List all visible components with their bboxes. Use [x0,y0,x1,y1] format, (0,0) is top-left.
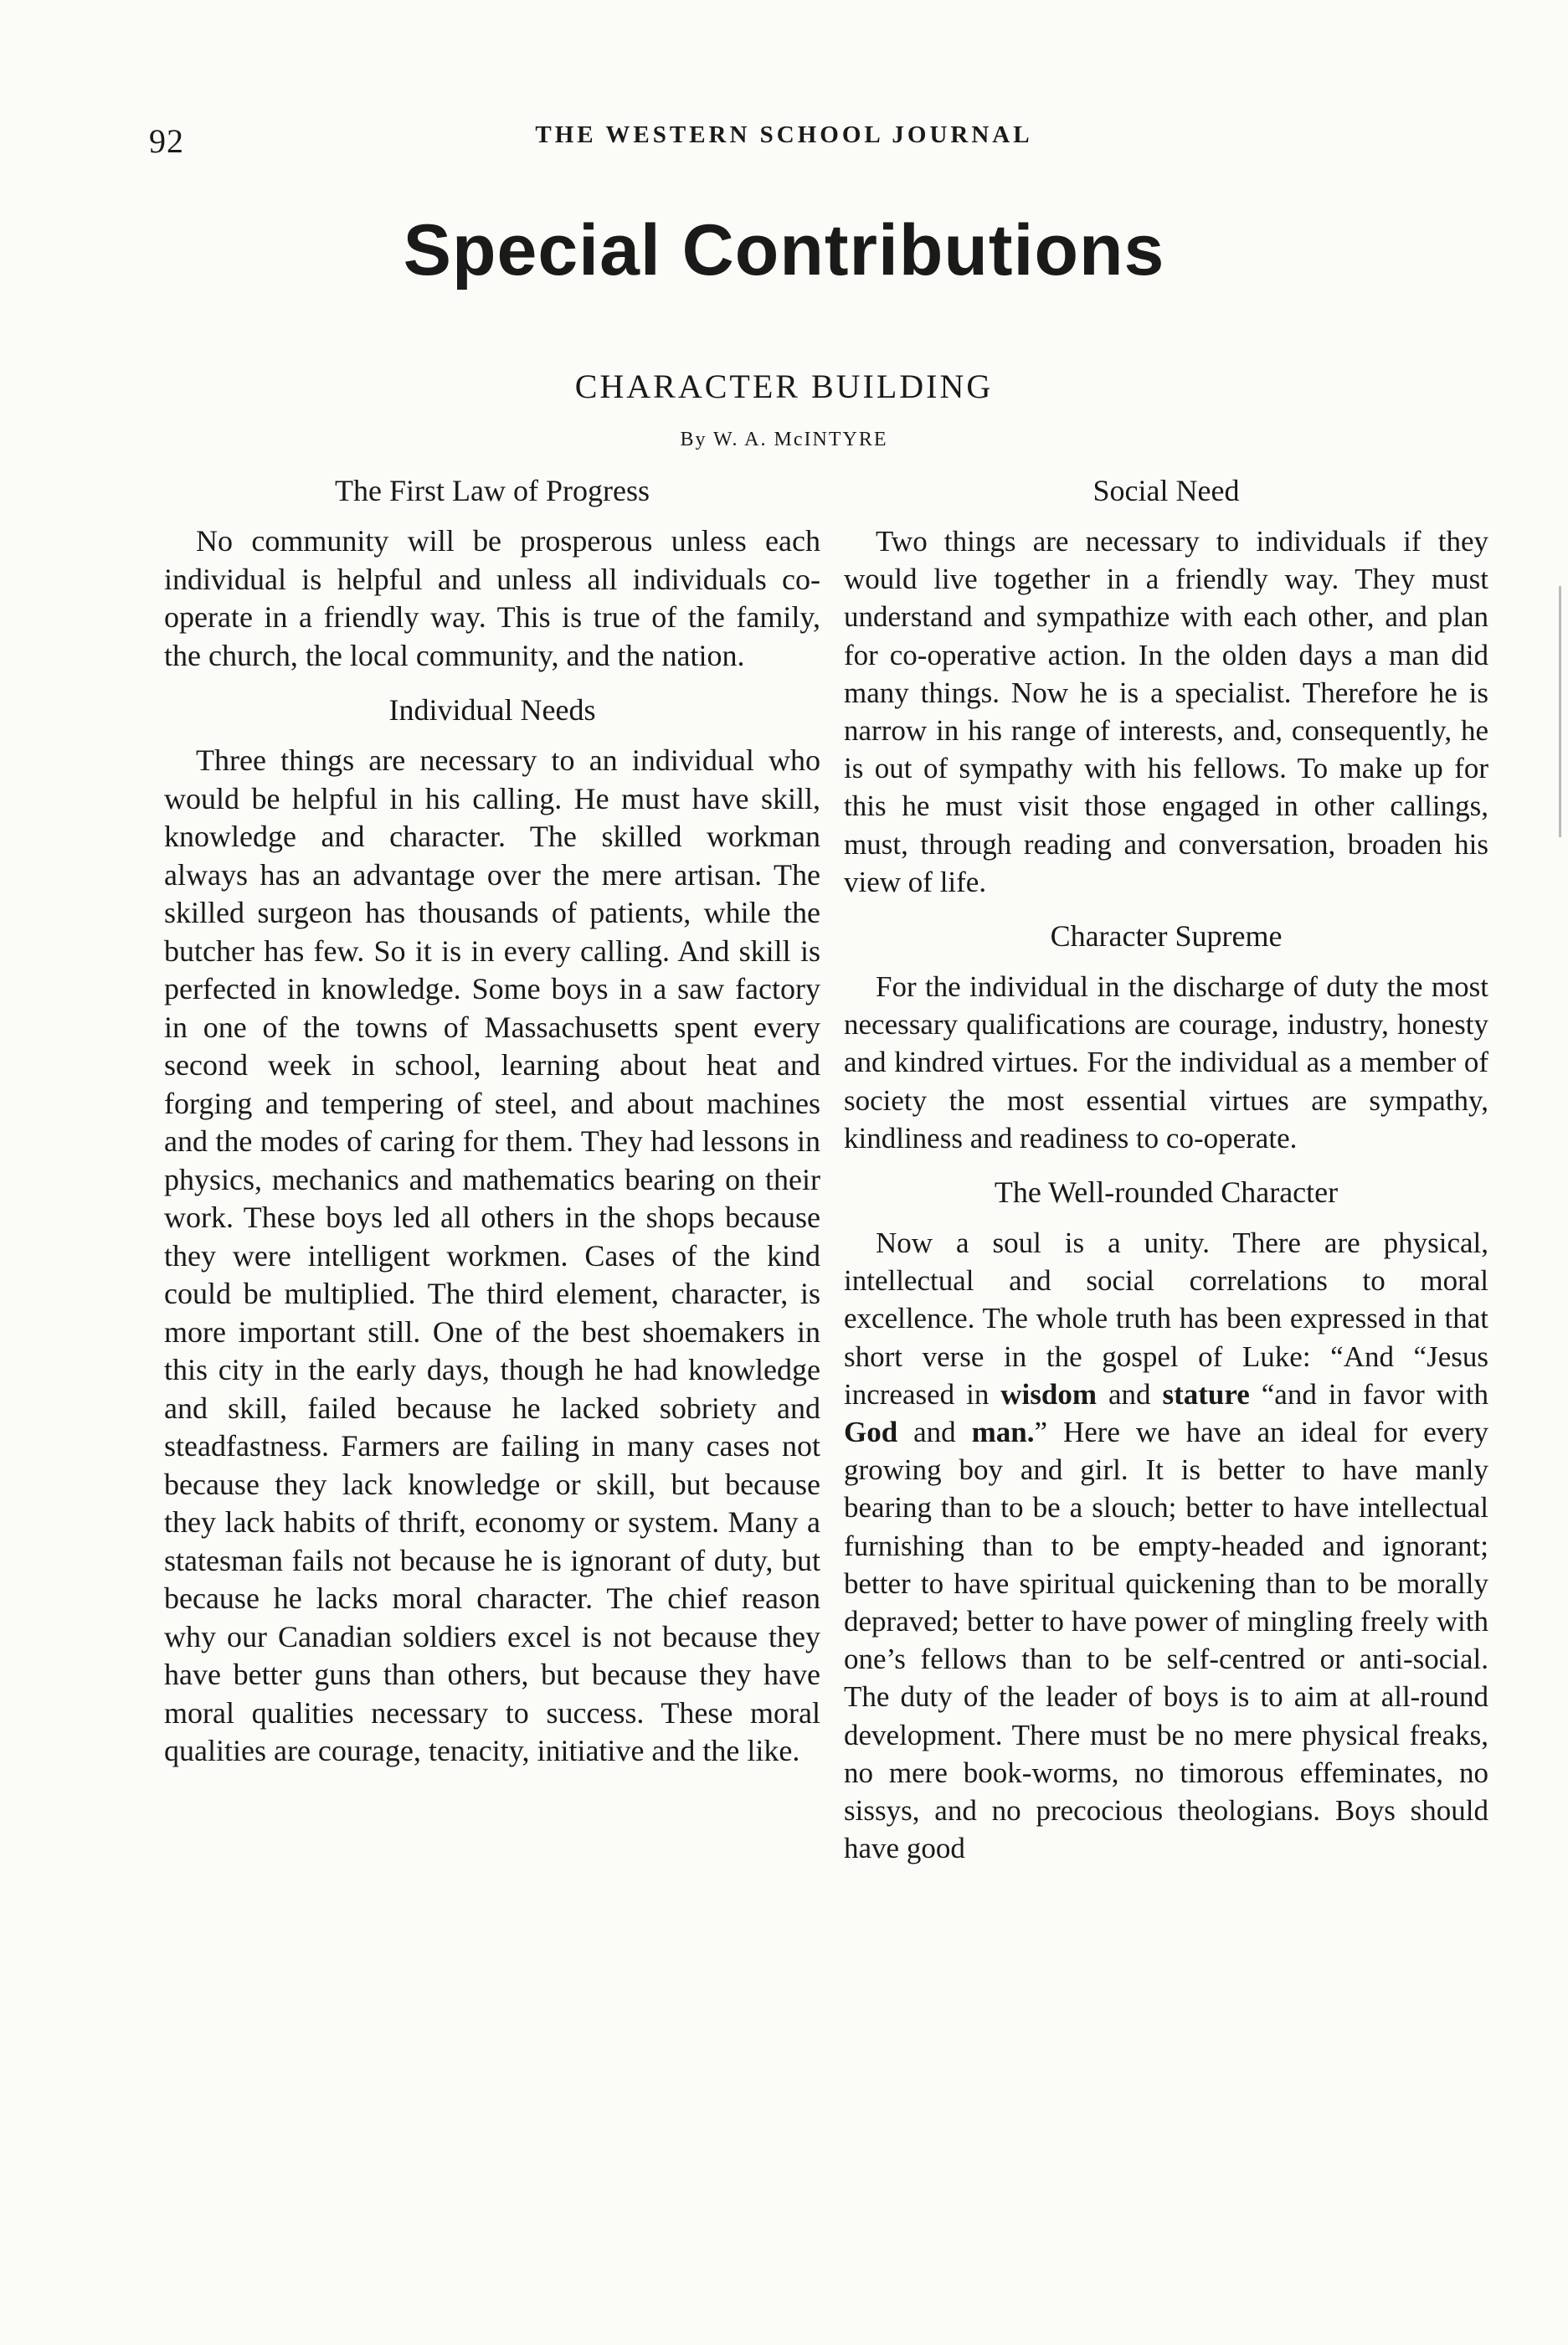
heading-individual-needs: Individual Needs [388,693,596,727]
section-title: Special Contributions [403,210,1165,291]
bold-word-god: God [844,1416,898,1449]
byline: By W. A. McINTYRE [680,429,888,450]
paragraph-character-supreme: For the individual in the discharge of duty the most necessary qualifications are courage, industry, honesty and kindred virtues. For the individual as a member of society the most essential virtues are sympathy, kindliness and readiness to co-operate. [844,970,1488,1155]
text-segment: Now a soul is a unity. There are physical, intellectual and social correlations to moral excellence. The whole truth has been expressed in that short verse in the gospel of Luke: “And “Jesus increased in [844,1226,1488,1411]
left-column [164,469,820,1784]
heading-first-law: The First Law of Progress [335,474,650,507]
bold-word-stature: stature [1162,1377,1250,1411]
text-segment: “and in favor with [1249,1377,1488,1411]
paragraph-first-law: No community will be prosperous unless each individual is helpful and unless all individuals co-operate in a friendly way. This is true of the family, the church, the local community, and the nation. [164,524,820,672]
article-title: CHARACTER BUILDING [574,368,994,405]
scan-edge-mark [1559,586,1561,837]
text-segment: and [1097,1377,1163,1411]
paragraph-individual-needs: Three things are necessary to an individual who would be helpful in his calling. He must have skill, knowledge and character. The skilled workman always has an advantage over the mere artisan. The skilled surgeon has thousands of patients, while the butcher has few. So it is in every calling. And skill is perfected in knowledge. Some boys in a saw factory in one of the towns of Massachusetts spent every second week in school, learning about heat and forging and tempering of steel, and about machines and the modes of caring for them. They had lessons in physics, mechanics and mathematics bearing on their work. These boys led all others in the shops because they were intelligent workmen. Cases of the kind could be multiplied. The third element, character, is more important still. One of the best shoemakers in this city in the early days, though he had knowledge and skill, failed because he lacked sobriety and steadfastness. Farmers are failing in many cases not because they lack knowledge or skill, but because they lack habits of thrift, economy or system. Many a statesman fails not because he is ignorant of duty, but because he lacks moral character. The chief reason why our Canadian soldiers excel is not because they have better guns than others, but because they have moral qualities necessary to success. These moral qualities are courage, tenacity, initiative and the like. [164,743,820,1767]
page-number: 92 [149,122,184,160]
heading-well-rounded: The Well-rounded Character [994,1175,1339,1210]
paragraph-social-need: Two things are necessary to individuals if they would live together in a friendly way. They must understand and sympathize with each other, and plan for co-operative action. In the olden days a man did many things. Now he is a specialist. Therefore he is narrow in his range of interests, and, consequently, he is out of sympathy with his fellows. To make up for this he must visit those engaged in other callings, must, through reading and conversation, broaden his view of life. [844,525,1488,898]
text-segment: and [897,1416,972,1449]
bold-word-wisdom: wisdom [1000,1377,1098,1411]
text-segment: ” Here we have an ideal for every growing boy and girl. It is better to have manly bearing than to be a slouch; better to have intellectual furnishing than to be empty-headed and ignorant; better to have spiritual quickening than to be morally depraved; better to have power of mingling freely with one’s fellows than to be self-centred or anti-social. The duty of the leader of boys is to aim at all-round development. There must be no mere physical freaks, no mere book-worms, no timorous effeminates, no sissys, and no precocious theologians. Boys should have good [844,1416,1488,1865]
heading-social-need: Social Need [1092,474,1240,507]
right-column [844,469,1488,1881]
paragraph-well-rounded [844,1224,1488,1867]
heading-character-supreme: Character Supreme [1050,919,1283,954]
running-head: THE WESTERN SCHOOL JOURNAL [535,121,1033,148]
bold-word-man: man. [971,1416,1035,1449]
